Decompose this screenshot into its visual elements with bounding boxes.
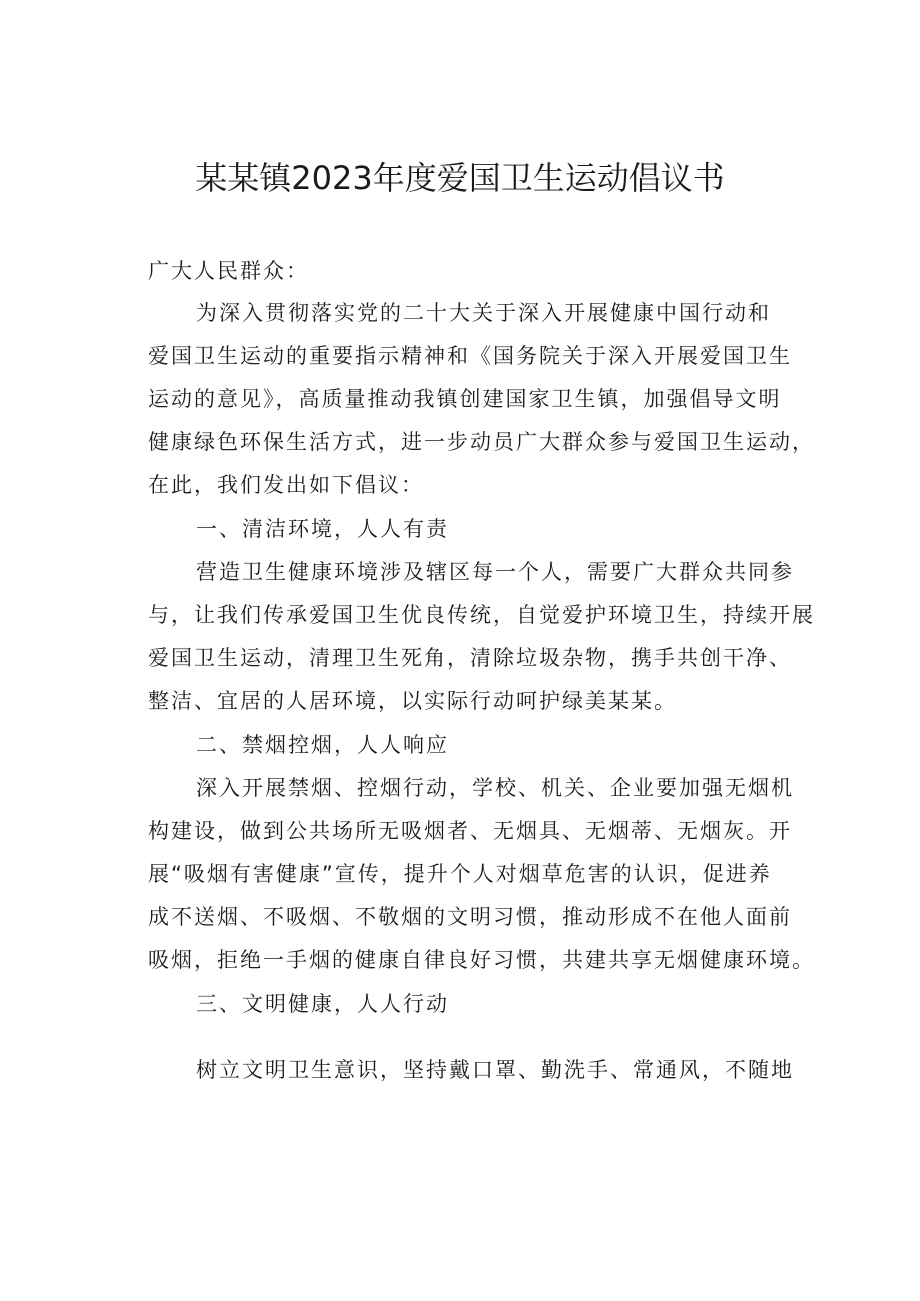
section-line: 深入开展禁烟、控烟行动，学校、机关、企业要加强无烟机	[196, 776, 794, 800]
section-heading: 三、文明健康，人人行动	[196, 992, 449, 1016]
intro-line: 健康绿色环保生活方式，进一步动员广大群众参与爱国卫生运动，	[148, 430, 815, 454]
section-line: 爱国卫生运动，清理卫生死角，清除垃圾杂物，携手共创干净、	[148, 646, 792, 670]
intro-line: 爱国卫生运动的重要指示精神和《国务院关于深入开展爱国卫生	[148, 344, 792, 368]
section-line: 与，让我们传承爱国卫生优良传统，自觉爱护环境卫生，持续开展	[148, 603, 815, 627]
section-line: 吸烟，拒绝一手烟的健康自律良好习惯，共建共享无烟健康环境。	[148, 948, 815, 972]
section-line: 构建设，做到公共场所无吸烟者、无烟具、无烟蒂、无烟灰。开	[148, 819, 792, 843]
section-heading: 一、清洁环境，人人有责	[196, 517, 449, 541]
document-title: 某某镇2023年度爱国卫生运动倡议书	[195, 159, 725, 197]
intro-line: 运动的意见》，高质量推动我镇创建国家卫生镇，加强倡导文明	[148, 387, 782, 411]
section-line: 成不送烟、不吸烟、不敬烟的文明习惯，推动形成不在他人面前	[148, 905, 792, 929]
section-line: 营造卫生健康环境涉及辖区每一个人，需要广大群众共同参	[196, 560, 794, 584]
salutation: 广大人民群众：	[148, 259, 309, 283]
section-line: 展“吸烟有害健康”宣传，提升个人对烟草危害的认识，促进养	[148, 862, 772, 886]
section-line: 整洁、宜居的人居环境，以实际行动呵护绿美某某。	[148, 689, 677, 713]
section-line: 树立文明卫生意识，坚持戴口罩、勤洗手、常通风，不随地	[196, 1058, 794, 1082]
section-heading: 二、禁烟控烟，人人响应	[196, 733, 449, 757]
intro-line: 在此，我们发出如下倡议：	[148, 473, 424, 497]
intro-line: 为深入贯彻落实党的二十大关于深入开展健康中国行动和	[196, 301, 771, 325]
